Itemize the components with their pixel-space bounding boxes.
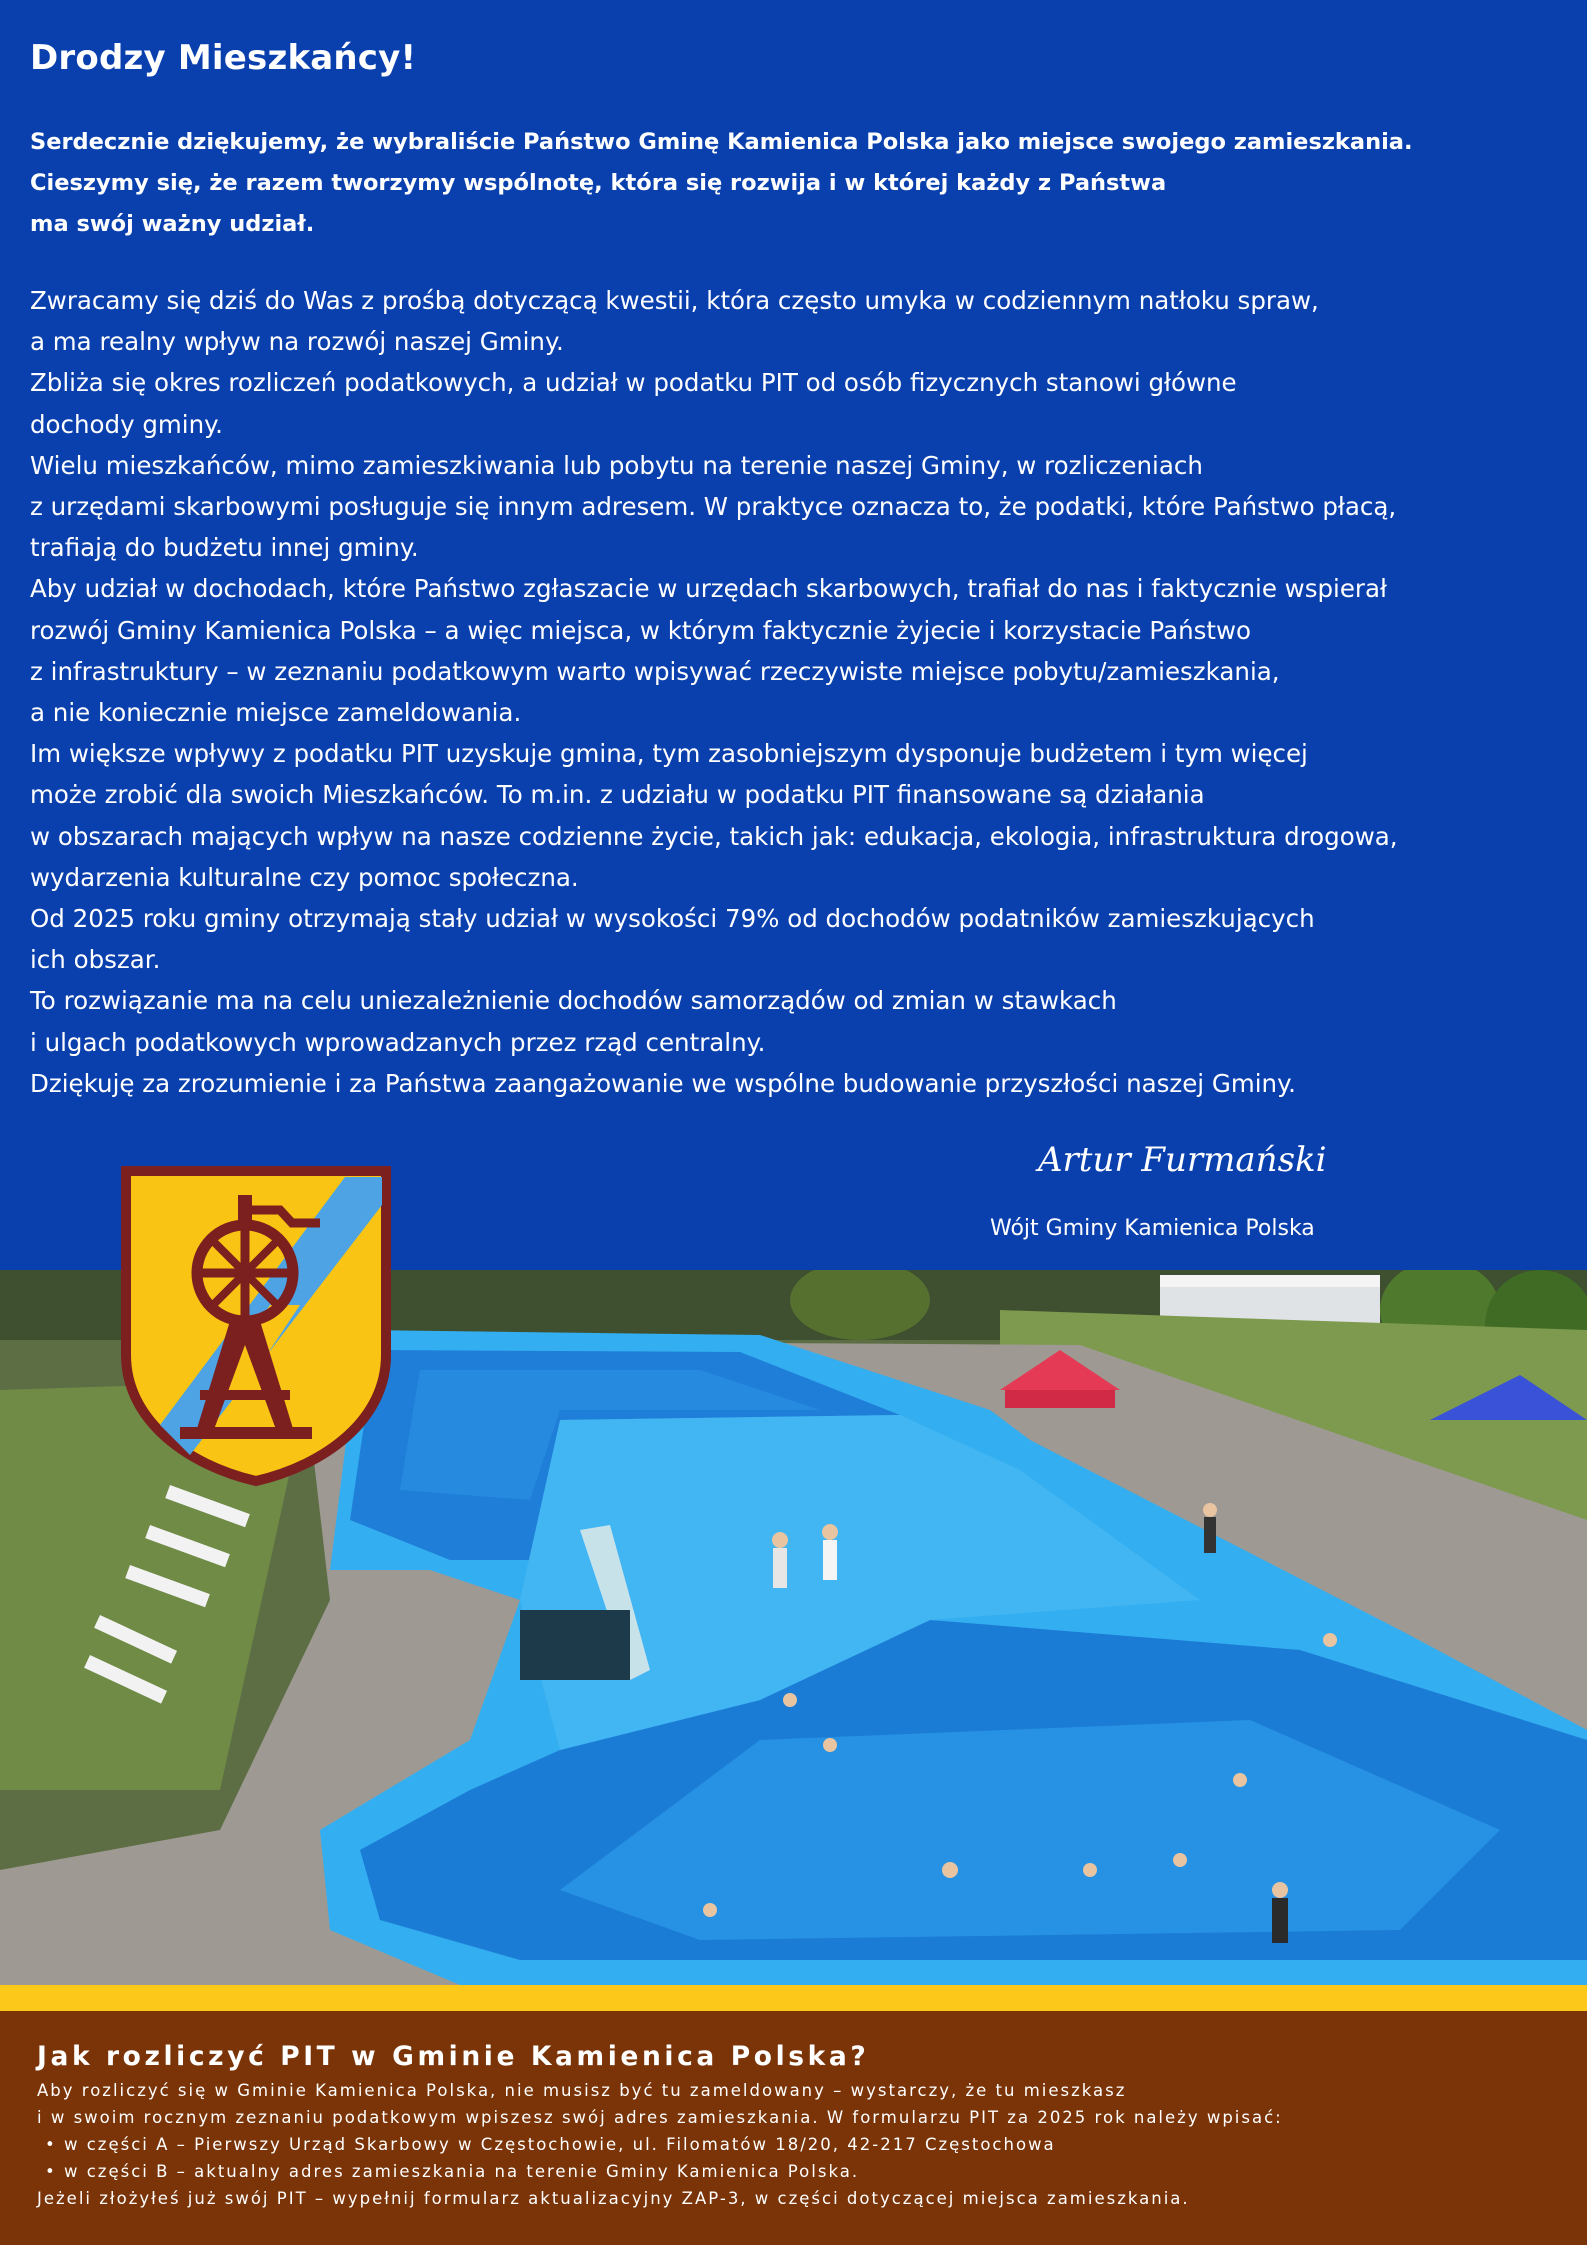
body-line: a ma realny wpływ na rozwój naszej Gminy. xyxy=(30,327,564,357)
body-line: Zbliża się okres rozliczeń podatkowych, a udział w podatku PIT od osób fizycznych stanowi główne xyxy=(30,368,1237,398)
footer-line: Aby rozliczyć się w Gminie Kamienica Polska, nie musisz być tu zameldowany – wystarczy, że tu mieszkasz xyxy=(37,2081,1127,2100)
body-line: z urzędami skarbowymi posługuje się innym adresem. W praktyce oznacza to, że podatki, które Państwo płacą, xyxy=(30,492,1397,522)
body-line: Zwracamy się dziś do Was z prośbą dotyczącą kwestii, która często umyka w codziennym natłoku spraw, xyxy=(30,286,1319,315)
intro-line: ma swój ważny udział. xyxy=(30,211,315,237)
body-line: trafiają do budżetu innej gminy. xyxy=(30,533,419,563)
body-line: wydarzenia kulturalne czy pomoc społeczna. xyxy=(30,862,579,892)
body-line: w obszarach mających wpływ na nasze codzienne życie, takich jak: edukacja, ekologia, infrastruktura drogowa, xyxy=(30,821,1398,851)
letter-greeting: Drodzy Mieszkańcy! xyxy=(30,38,417,78)
body-line: Od 2025 roku gminy otrzymają stały udział w wysokości 79% od dochodów podatników zamieszkujących xyxy=(30,904,1315,934)
letter-intro xyxy=(30,122,1570,245)
coat-of-arms-emblem xyxy=(120,1165,392,1487)
footer-bullet: • w części A – Pierwszy Urząd Skarbowy w Częstochowie, ul. Filomatów 18/20, 42-217 Częstochowa xyxy=(37,2131,1567,2158)
body-line: dochody gminy. xyxy=(30,409,223,439)
signer-title: Wójt Gminy Kamienica Polska xyxy=(990,1216,1315,1241)
footer-line: i w swoim rocznym zeznaniu podatkowym wpiszesz swój adres zamieszkania. W formularzu PIT za 2025 rok należy wpisać: xyxy=(37,2108,1283,2127)
body-line: może zrobić dla swoich Mieszkańców. To m.in. z udziału w podatku PIT finansowane są działania xyxy=(30,780,1205,810)
body-line: rozwój Gminy Kamienica Polska – a więc miejsca, w którym faktycznie żyjecie i korzystacie Państwo xyxy=(30,615,1252,645)
body-line: To rozwiązanie ma na celu uniezależnienie dochodów samorządów od zmian w stawkach xyxy=(30,986,1117,1016)
body-line: z infrastruktury – w zeznaniu podatkowym warto wpisywać rzeczywiste miejsce pobytu/zamieszkania, xyxy=(30,656,1280,686)
body-line: Wielu mieszkańców, mimo zamieszkiwania lub pobytu na terenie naszej Gminy, w rozliczeniach xyxy=(30,450,1203,480)
coat-of-arms-logo xyxy=(120,1165,392,1487)
body-line: Aby udział w dochodach, które Państwo zgłaszacie w urzędach skarbowych, trafiał do nas i faktycznie wspierał xyxy=(30,574,1387,604)
footer-line: Jeżeli złożyłeś już swój PIT – wypełnij formularz aktualizacyjny ZAP-3, w części dotyczącej miejsca zamieszkania. xyxy=(37,2189,1190,2208)
body-line: a nie koniecznie miejsce zameldowania. xyxy=(30,698,522,728)
pit-info-footer xyxy=(0,2011,1587,2245)
footer-instructions xyxy=(37,2077,1567,2212)
body-line: ich obszar. xyxy=(30,945,161,975)
body-line: Dziękuję za zrozumienie i za Państwa zaangażowanie we wspólne budowanie przyszłości naszej Gminy. xyxy=(30,1068,1296,1098)
signature: Artur Furmański xyxy=(1038,1140,1327,1180)
yellow-divider-band xyxy=(0,1985,1587,2011)
body-line: Im większe wpływy z podatku PIT uzyskuje gmina, tym zasobniejszym dysponuje budżetem i tym więcej xyxy=(30,739,1308,769)
intro-line: Cieszymy się, że razem tworzymy wspólnotę, która się rozwija i w której każdy z Państwa xyxy=(30,170,1167,196)
body-line: i ulgach podatkowych wprowadzanych przez rząd centralny. xyxy=(30,1027,766,1057)
intro-line: Serdecznie dziękujemy, że wybraliście Państwo Gminę Kamienica Polska jako miejsce swojego zamieszkania. xyxy=(30,129,1413,155)
footer-bullet: • w części B – aktualny adres zamieszkania na terenie Gminy Kamienica Polska. xyxy=(37,2158,1567,2185)
letter-body xyxy=(30,280,1575,1104)
footer-title: Jak rozliczyć PIT w Gminie Kamienica Polska? xyxy=(37,2041,870,2072)
